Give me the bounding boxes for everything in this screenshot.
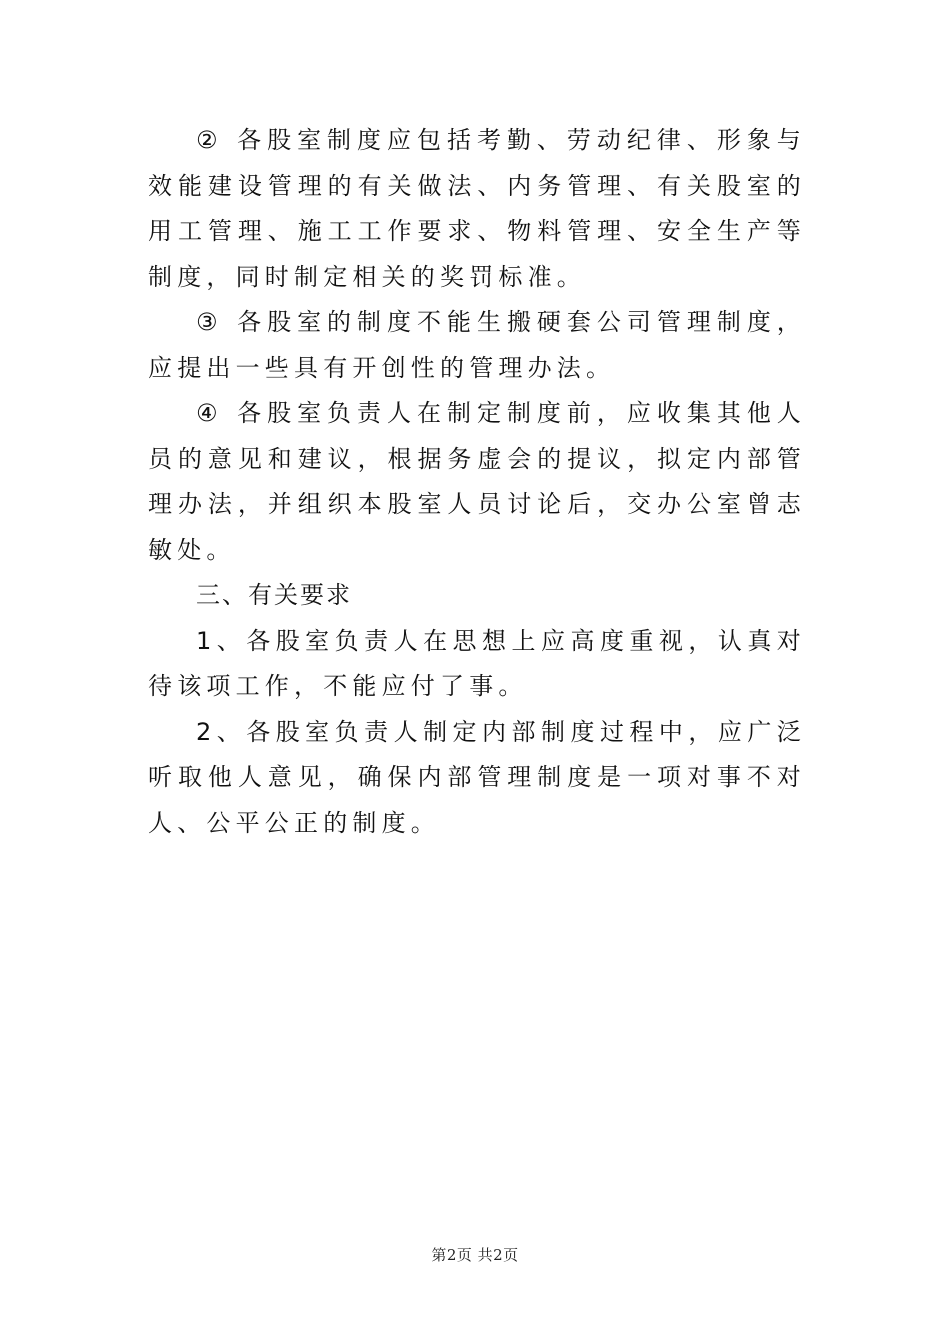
requirement-item-2: 2、各股室负责人制定内部制度过程中，应广泛听取他人意见，确保内部管理制度是一项对事不对人、公平公正的制度。	[148, 717, 806, 837]
section-heading: 三、有关要求	[196, 581, 352, 609]
paragraph-item-2: ② 各股室制度应包括考勤、劳动纪律、形象与效能建设管理的有关做法、内务管理、有关股室的用工管理、施工工作要求、物料管理、安全生产等制度，同时制定相关的奖罚标准。	[148, 126, 806, 291]
paragraph-item-3: ③ 各股室的制度不能生搬硬套公司管理制度，应提出一些具有开创性的管理办法。	[148, 308, 806, 382]
document-body	[148, 118, 806, 846]
paragraph-item-4: ④ 各股室负责人在制定制度前，应收集其他人员的意见和建议，根据务虚会的提议，拟定内部管理办法，并组织本股室人员讨论后，交办公室曾志敏处。	[148, 399, 806, 564]
requirement-item-1: 1、各股室负责人在思想上应高度重视，认真对待该项工作，不能应付了事。	[148, 626, 806, 700]
page-number-footer: 第2页 共2页	[431, 1246, 519, 1264]
